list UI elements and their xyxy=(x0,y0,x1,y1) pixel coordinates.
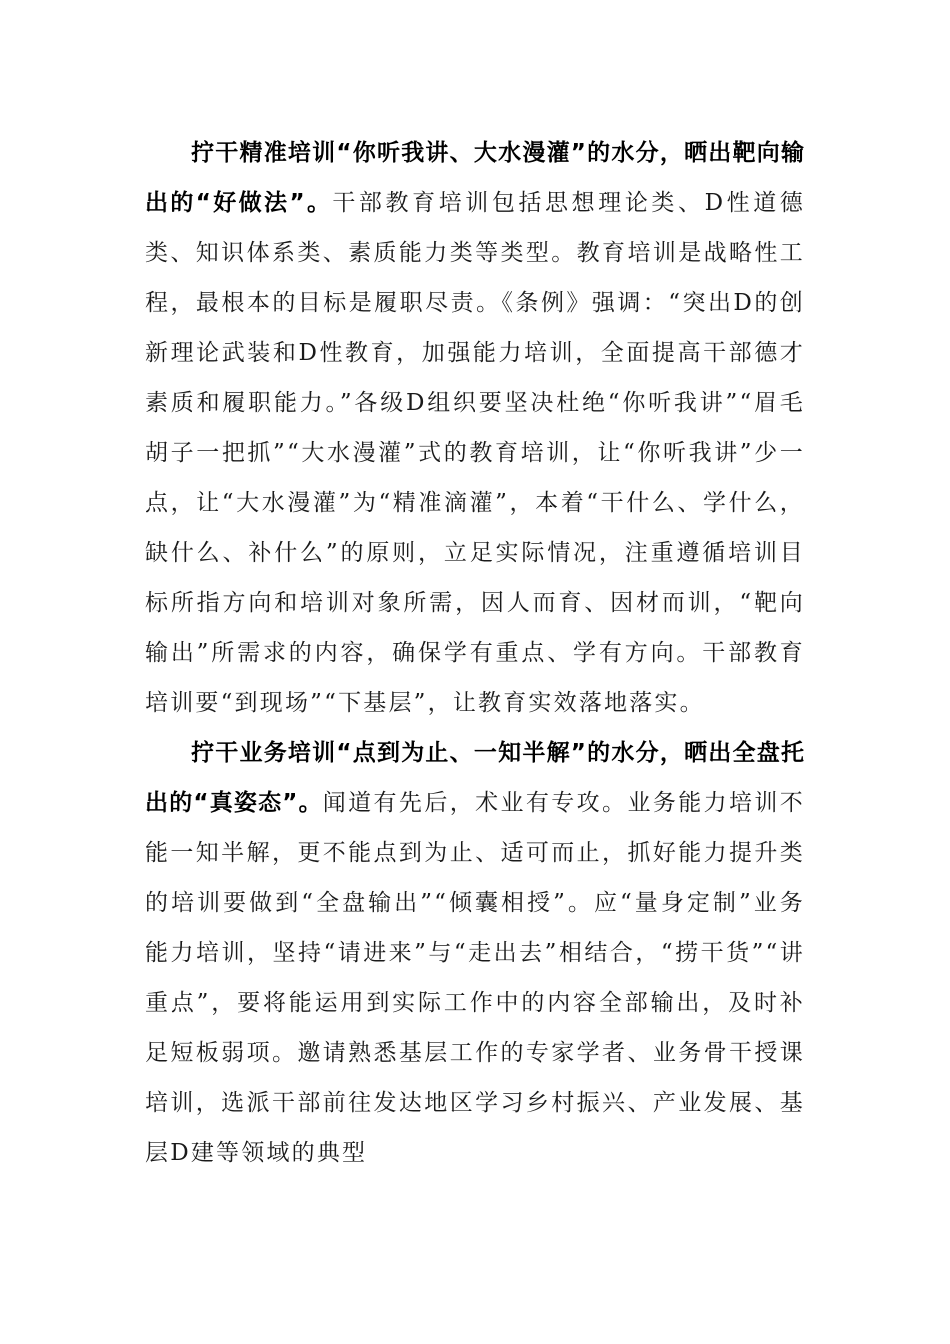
paragraph-1-lead: 拧干精准培训“你听我讲、大水漫灌”的水分，晒出靶向输出的“好做法”。 xyxy=(145,140,805,216)
paragraph-2-lead: 拧干业务培训“点到为止、一知半解”的水分，晒出全盘托出的“真姿态”。 xyxy=(145,740,805,816)
paragraph-2-body: 闻道有先后，术业有专攻。业务能力培训不能一知半解，更不能点到为止、适可而止，抓好能力提升类的培训要做到“全盘输出”“倾囊相授”。应“量身定制”业务能力培训，坚持“请进来”与“走出去”相结合，“捞干货”“讲重点”，要将能运用到实际工作中的内容全部输出，及时补足短板弱项。邀请熟悉基层工作的专家学者、业务骨干授课培训，选派干部前往发达地区学习乡村振兴、产业发展、基层D建等领域的典型 xyxy=(145,790,805,1166)
paragraph-1-body: 干部教育培训包括思想理论类、D性道德类、知识体系类、素质能力类等类型。教育培训是战略性工程，最根本的目标是履职尽责。《条例》强调：“突出D的创新理论武装和D性教育，加强能力培训，全面提高干部德才素质和履职能力。”各级D组织要坚决杜绝“你听我讲”“眉毛胡子一把抓”“大水漫灌”式的教育培训，让“你听我讲”少一点，让“大水漫灌”为“精准滴灌”，本着“干什么、学什么，缺什么、补什么”的原则，立足实际情况，注重遵循培训目标所指方向和培训对象所需，因人而育、因材而训，“靶向输出”所需求的内容，确保学有重点、学有方向。干部教育培训要“到现场”“下基层”，让教育实效落地落实。 xyxy=(145,190,805,716)
article-body xyxy=(145,128,805,1178)
paragraph-1 xyxy=(145,128,805,728)
paragraph-2 xyxy=(145,728,805,1178)
